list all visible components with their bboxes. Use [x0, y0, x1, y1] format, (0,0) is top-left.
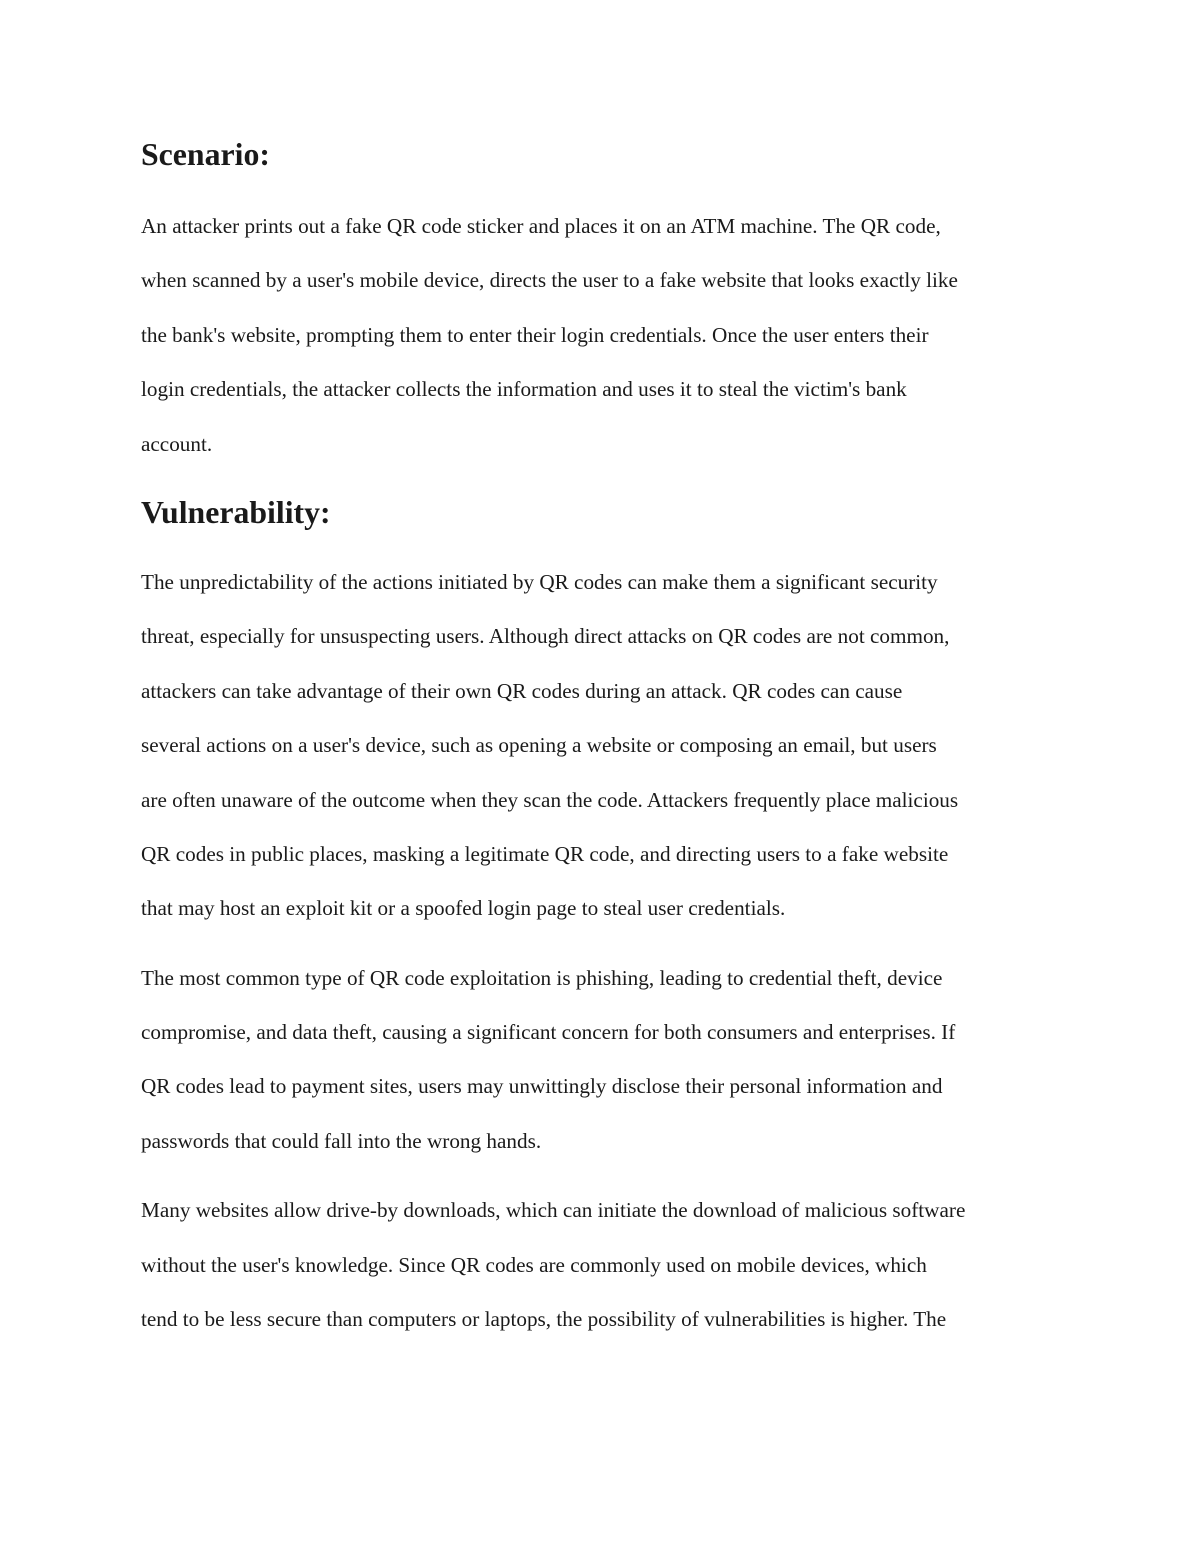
paragraph-line: The unpredictability of the actions initiated by QR codes can make them a significant security — [141, 569, 938, 594]
paragraph-line: account. — [141, 431, 213, 456]
paragraph-line: login credentials, the attacker collects the information and uses it to steal the victim's bank — [141, 377, 907, 402]
paragraph-line: the bank's website, prompting them to enter their login credentials. Once the user enters their — [141, 322, 929, 347]
paragraph-line: The most common type of QR code exploitation is phishing, leading to credential theft, device — [141, 965, 943, 990]
vulnerability-paragraph-1 — [141, 555, 1071, 936]
scenario-heading: Scenario: — [141, 137, 270, 172]
paragraph-line: are often unaware of the outcome when they scan the code. Attackers frequently place malicious — [141, 787, 959, 812]
paragraph-line: An attacker prints out a fake QR code sticker and places it on an ATM machine. The QR code, — [141, 214, 941, 238]
vulnerability-heading: Vulnerability: — [141, 494, 331, 530]
paragraph-line: Many websites allow drive-by downloads, which can initiate the download of malicious software — [141, 1198, 966, 1223]
paragraph-line: that may host an exploit kit or a spoofed login page to steal user credentials. — [141, 896, 786, 921]
paragraph-line: QR codes in public places, masking a legitimate QR code, and directing users to a fake website — [141, 841, 949, 866]
paragraph-line: several actions on a user's device, such as opening a website or composing an email, but users — [141, 733, 937, 758]
paragraph-line: compromise, and data theft, causing a significant concern for both consumers and enterprises. If — [141, 1020, 956, 1045]
paragraph-line: QR codes lead to payment sites, users may unwittingly disclose their personal information and — [141, 1074, 943, 1099]
paragraph-line: tend to be less secure than computers or laptops, the possibility of vulnerabilities is higher. The — [141, 1307, 947, 1332]
paragraph-line: threat, especially for unsuspecting users. Although direct attacks on QR codes are not common, — [141, 624, 950, 649]
document-body — [141, 128, 1071, 1346]
paragraph-line: attackers can take advantage of their own QR codes during an attack. QR codes can cause — [141, 678, 903, 703]
vulnerability-paragraph-3 — [141, 1183, 1071, 1346]
scenario-paragraph — [141, 199, 1071, 471]
vulnerability-paragraph-2 — [141, 951, 1071, 1169]
paragraph-line: without the user's knowledge. Since QR codes are commonly used on mobile devices, which — [141, 1252, 927, 1277]
paragraph-line: when scanned by a user's mobile device, directs the user to a fake website that looks exactly like — [141, 268, 958, 293]
paragraph-line: passwords that could fall into the wrong hands. — [141, 1128, 542, 1153]
